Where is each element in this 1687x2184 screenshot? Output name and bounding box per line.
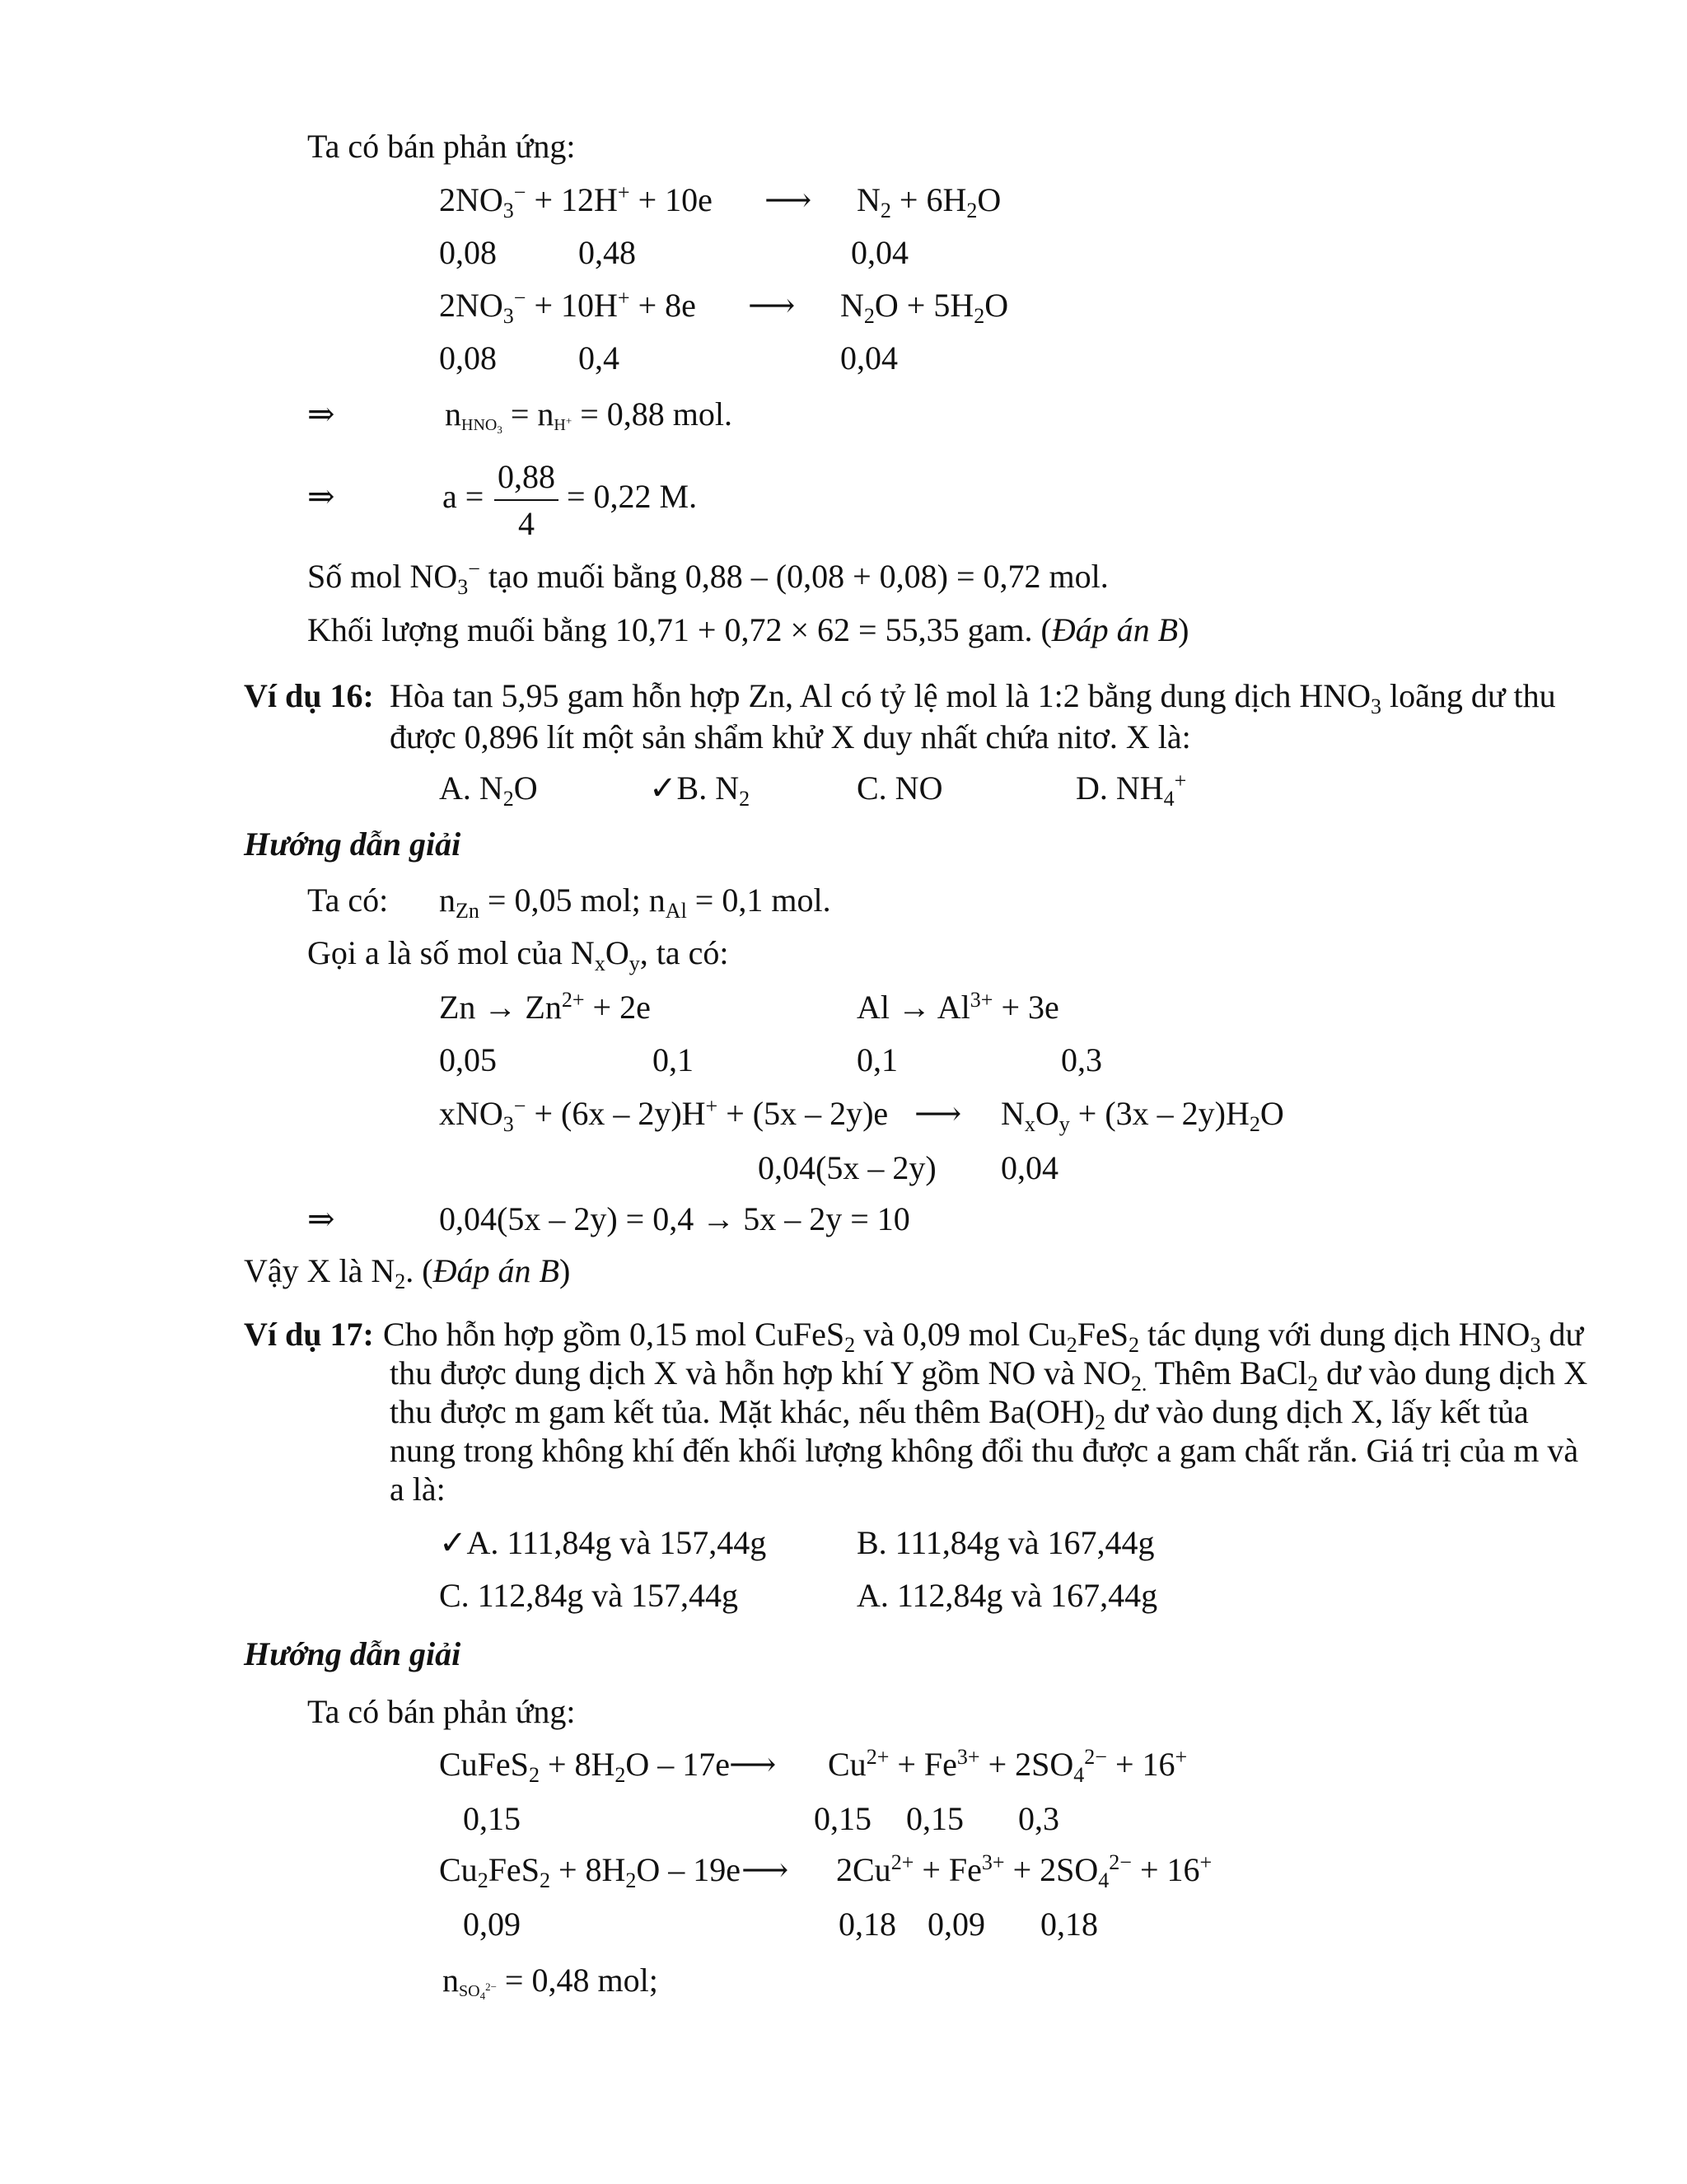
example-16-line2: được 0,896 lít một sản shẩm khử X duy nhất chứa nitơ. X là: [390, 718, 1191, 755]
value: 0,15 [463, 1800, 521, 1837]
mol-zn-al: $n_{Zn} = 0,05$ mol; $n_{Al} = 0,1$ mol. [439, 882, 831, 923]
example-17-line3: thu được m gam kết tủa. Mặt khác, nếu thêm $Ba(OH)_2$ dư vào dung dịch X, lấy kết tủa [390, 1393, 1529, 1434]
mol-no3-line: Số mol $NO_3^-$ tạo muối bằng 0,88 – (0,08 + 0,08) = 0,72 mol. [307, 556, 1109, 599]
implies-icon: ⇒ [307, 1200, 335, 1237]
value: 0,15 [906, 1800, 964, 1837]
example-17-line1: Cho hỗn hợp gồm 0,15 mol CuFeS$_2$ và 0,09 mol $Cu_2FeS_2$ tác dụng với dung dịch $HNO_3$ dư [383, 1316, 1584, 1357]
implies-icon: ⇒ [307, 478, 335, 515]
al-half-reaction: $Al \to Al^{3+} + 3e$ [857, 987, 1059, 1026]
value: 0,04(5x – 2y) [758, 1149, 937, 1186]
option-d: D. $NH_4^+$ [1076, 768, 1187, 811]
zn-half-reaction: $Zn \to Zn^{2+} + 2e$ [439, 987, 651, 1026]
eq2-value: 0,04 [840, 339, 898, 376]
result-line: 0,04(5x – 2y) = 0,4 → 5x – 2y = 10 [439, 1200, 910, 1237]
example-17-label: Ví dụ 17: [244, 1316, 374, 1353]
value: 0,09 [928, 1906, 985, 1943]
option-c: C. NO [857, 769, 943, 807]
n-so4-line: $n_{SO_4^{2-}} = 0,48$ mol; [442, 1962, 658, 2002]
eq1-value: 0,08 [439, 234, 497, 271]
intro-text: Ta có bán phản ứng: [307, 1693, 576, 1730]
example-17-line4: nung trong không khí đến khối lượng không đổi thu được a gam chất rắn. Giá trị của m và [390, 1432, 1579, 1469]
option-a: ✓A. 111,84g và 157,44g [439, 1524, 767, 1561]
option-c: C. 112,84g và 157,44g [439, 1577, 738, 1614]
arrow-icon: ⟶ [741, 1851, 789, 1888]
guide-heading: Hướng dẫn giải [244, 1635, 461, 1672]
value: 0,18 [839, 1906, 896, 1943]
value: 0,18 [1040, 1906, 1098, 1943]
value: 0,04 [1001, 1149, 1058, 1186]
value: 0,1 [652, 1041, 694, 1078]
guide-heading: Hướng dẫn giải [244, 825, 461, 863]
eq1-value: 0,04 [851, 234, 909, 271]
fraction: 0,88 4 [494, 457, 558, 543]
intro-text: Ta có bán phản ứng: [307, 128, 576, 165]
a-result: = 0,22 M. [567, 478, 698, 515]
general-equation: xNO$_3$− + (6x – 2y)H+ + (5x – 2y)e [439, 1093, 889, 1136]
equation-1: $2NO_3^- + 12H^+ + 10e$ [439, 180, 713, 222]
option-b: B. 111,84g và 167,44g [857, 1524, 1155, 1561]
value: 0,15 [814, 1800, 872, 1837]
arrow-icon: ⟶ [729, 1746, 777, 1783]
option-a: A. $N_2O$ [439, 769, 538, 811]
equation-1-products: $N_2 + 6H_2O$ [857, 181, 1002, 222]
value: 0,09 [463, 1906, 521, 1943]
arrow-icon: ⟶ [914, 1095, 962, 1132]
option-d: A. 112,84g và 167,44g [857, 1577, 1158, 1614]
equation-2-products: $N_2O + 5H_2O$ [840, 287, 1009, 328]
example-17-line5: a là: [390, 1471, 446, 1508]
eq1-value: 0,48 [578, 234, 636, 271]
eq2-value: 0,08 [439, 339, 497, 376]
conclusion-16: Vậy X là $N_2$. (Đáp án B) [244, 1252, 571, 1293]
ta-co-label: Ta có: [307, 882, 389, 919]
value: 0,05 [439, 1041, 497, 1078]
value: 0,3 [1061, 1041, 1102, 1078]
equation-2: $2NO_3^- + 10H^+ + 8e$ [439, 285, 696, 328]
value: 0,1 [857, 1041, 898, 1078]
mass-line: Khối lượng muối bằng 10,71 + 0,72 × 62 = 55,35 gam. (Đáp án B) [307, 611, 1189, 648]
option-b: ✓B. $N_2$ [649, 769, 750, 811]
value: 0,3 [1018, 1800, 1059, 1837]
arrow-icon: ⟶ [748, 287, 796, 324]
a-label: a = [442, 478, 484, 515]
general-products: $N_xO_y + (3x - 2y)H_2O$ [1001, 1095, 1284, 1136]
reaction-1-products: $Cu^{2+} + Fe^{3+} + 2SO_4^{2-} + 16^+$ [828, 1744, 1188, 1787]
reaction-1: CuFeS$_2$ + $8H_2O - 17e$ [439, 1746, 731, 1787]
implies-icon: ⇒ [307, 395, 335, 433]
arrow-icon: ⟶ [764, 181, 812, 218]
example-17-line2: thu được dung dịch X và hỗn hợp khí Y gồm NO và $NO_{2.}$ Thêm BaCl$_2$ dư vào dung dịch X [390, 1354, 1588, 1396]
example-16-label: Ví dụ 16: [244, 677, 374, 714]
reaction-2: $Cu_2FeS_2 + 8H_2O - 19e$ [439, 1851, 741, 1892]
n-hno3-line: $n_{HNO_3} = n_{H^+} = 0,88$ mol. [445, 395, 732, 436]
goi-line: Gọi a là số mol của $N_xO_y$, ta có: [307, 934, 729, 975]
eq2-value: 0,4 [578, 339, 619, 376]
example-16-line1: Hòa tan 5,95 gam hỗn hợp Zn, Al có tỷ lệ mol là 1:2 bằng dung dịch $HNO_3$ loãng dư thu [390, 677, 1556, 718]
reaction-2-products: $2Cu^{2+} + Fe^{3+} + 2SO_4^{2-} + 16^+$ [836, 1850, 1213, 1892]
